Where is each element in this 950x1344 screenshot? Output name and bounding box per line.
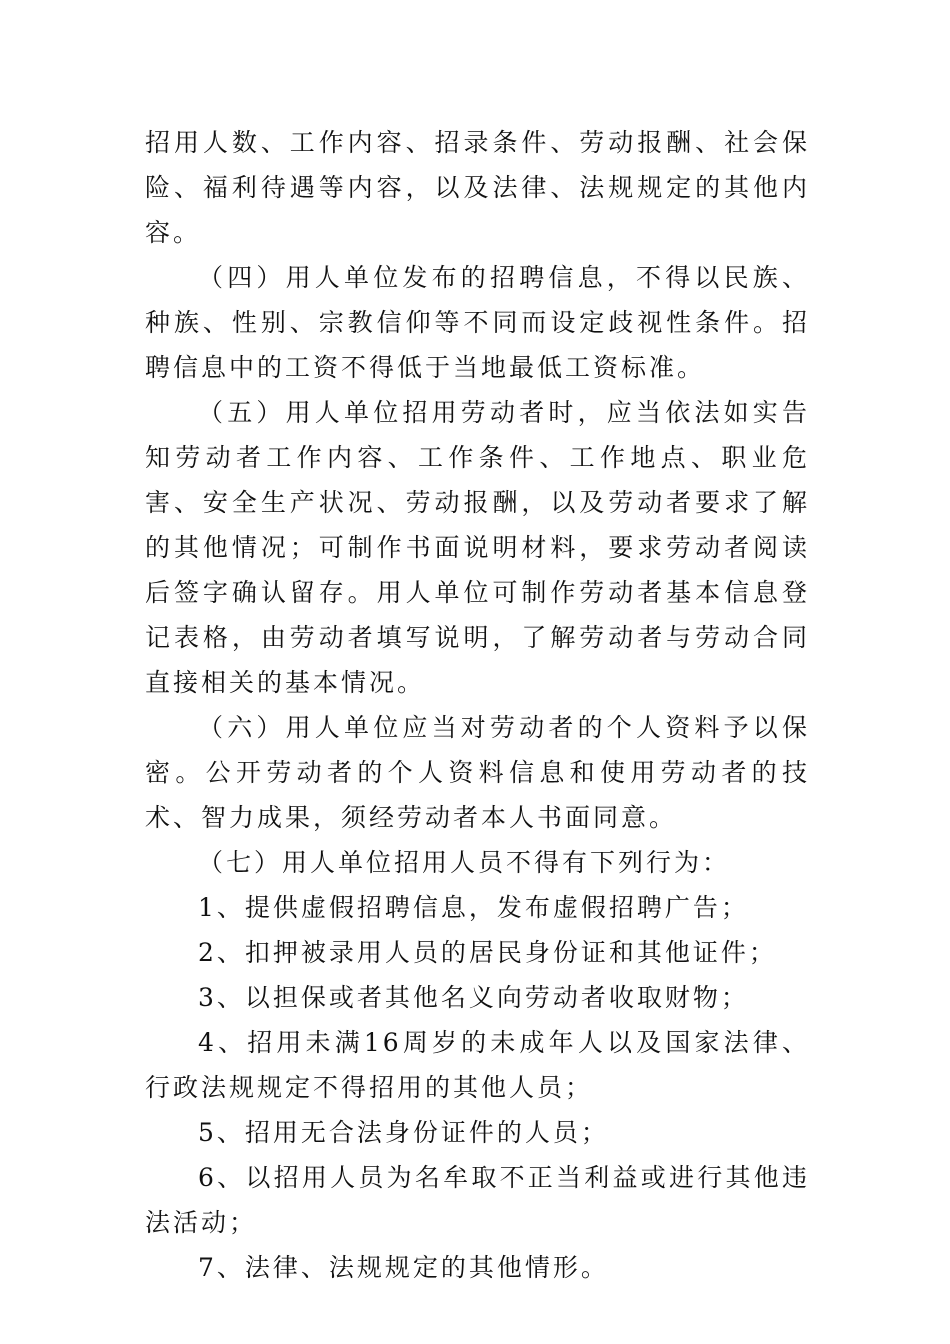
paragraph-continuation: 招用人数、工作内容、招录条件、劳动报酬、社会保险、福利待遇等内容，以及法律、法规规定的其他内容。 (145, 128, 810, 247)
list-item-1: 1、提供虚假招聘信息，发布虚假招聘广告； (198, 893, 749, 922)
list-item-5: 5、招用无合法身份证件的人员； (198, 1118, 609, 1147)
list-item-6: 6、以招用人员为名牟取不正当利益或进行其他违法活动； (145, 1163, 810, 1237)
list-item-4: 4、招用未满16周岁的未成年人以及国家法律、行政法规规定不得招用的其他人员； (145, 1028, 810, 1102)
list-item-3: 3、以担保或者其他名义向劳动者收取财物； (198, 983, 749, 1012)
paragraph-item-5: （五）用人单位招用劳动者时，应当依法如实告知劳动者工作内容、工作条件、工作地点、职业危害、安全生产状况、劳动报酬，以及劳动者要求了解的其他情况；可制作书面说明材料，要求劳动者阅读后签字确认留存。用人单位可制作劳动者基本信息登记表格，由劳动者填写说明，了解劳动者与劳动合同直接相关的基本情况。 (145, 398, 810, 697)
list-item-7: 7、法律、法规规定的其他情形。 (198, 1253, 609, 1282)
document-body (145, 120, 810, 1290)
paragraph-item-7: （七）用人单位招用人员不得有下列行为： (198, 848, 731, 877)
list-item-2: 2、扣押被录用人员的居民身份证和其他证件； (198, 938, 777, 967)
paragraph-item-4: （四）用人单位发布的招聘信息，不得以民族、种族、性别、宗教信仰等不同而设定歧视性条件。招聘信息中的工资不得低于当地最低工资标准。 (145, 263, 810, 382)
paragraph-item-6: （六）用人单位应当对劳动者的个人资料予以保密。公开劳动者的个人资料信息和使用劳动者的技术、智力成果，须经劳动者本人书面同意。 (145, 713, 810, 832)
